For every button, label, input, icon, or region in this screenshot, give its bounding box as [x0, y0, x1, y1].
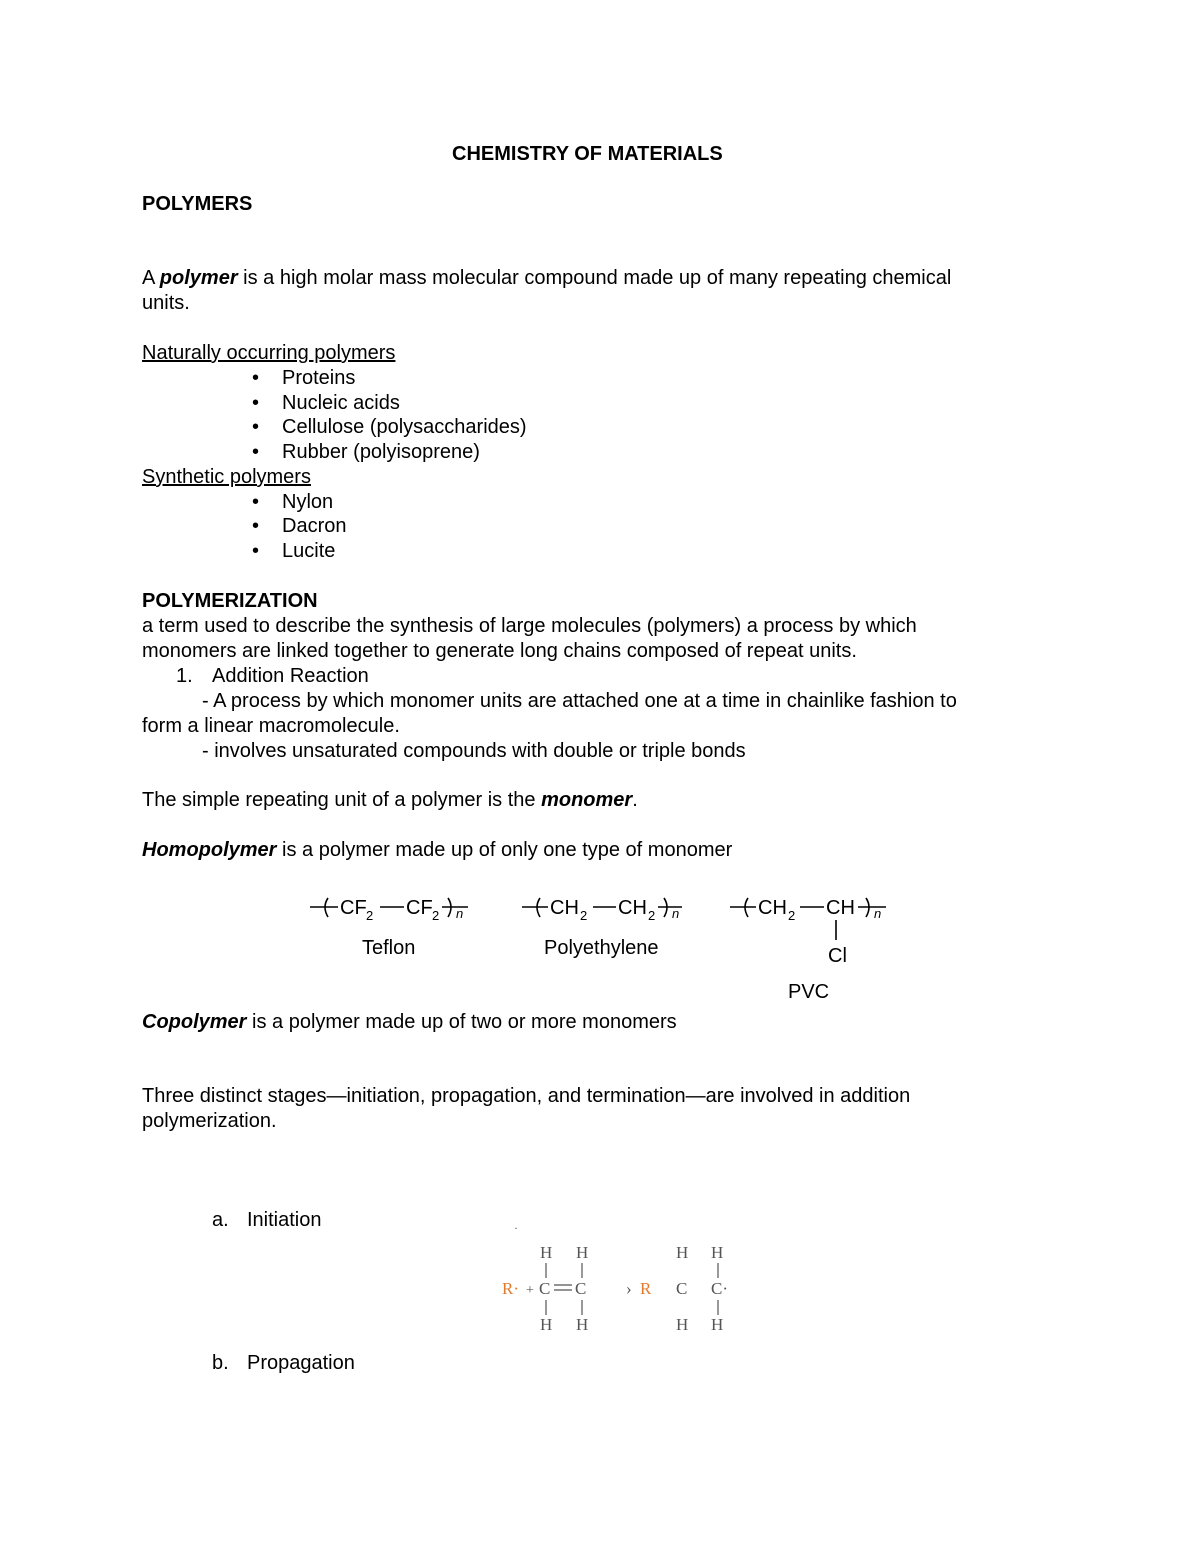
polymer-definition-line2: units.: [142, 292, 190, 314]
reaction-h: H: [540, 1243, 553, 1262]
bullet: •: [252, 491, 260, 513]
monomer-sentence-prefix: The simple repeating unit of a polymer is the: [142, 789, 542, 811]
polymerization-text-line1: a term used to describe the synthesis of large molecules (polymers) a process by which: [142, 615, 917, 637]
pvc-structure: [730, 897, 886, 1003]
list-item: Cellulose (polysaccharides): [282, 416, 527, 438]
bullet: •: [252, 392, 260, 414]
section-heading-polymers: POLYMERS: [142, 193, 253, 215]
polyethylene-name: Polyethylene: [544, 937, 659, 959]
step-a-label: Initiation: [247, 1209, 322, 1231]
polyethylene-sub2: 2: [648, 908, 656, 923]
monomer-sentence-suffix: .: [632, 789, 638, 811]
teflon-unit1: CF: [340, 897, 367, 919]
homopolymer-structures: [300, 890, 920, 1020]
pvc-n: n: [874, 906, 882, 921]
reaction-h: H: [576, 1315, 589, 1334]
list-item: Lucite: [282, 540, 336, 562]
copolymer-sentence: [142, 1010, 677, 1034]
reaction-h: H: [711, 1243, 724, 1262]
reaction-c: C: [676, 1279, 688, 1298]
polyethylene-unit1: CH: [550, 897, 579, 919]
bullet: •: [252, 515, 260, 537]
reaction-arrow: ›: [626, 1279, 632, 1298]
teflon-sub1: 2: [366, 908, 374, 923]
pvc-sub1: 2: [788, 908, 796, 923]
reaction-h: H: [676, 1243, 689, 1262]
reaction-plus: +: [526, 1283, 534, 1298]
homopolymer-text: is a polymer made up of only one type of monomer: [276, 839, 733, 861]
reaction-c-radical: C·: [711, 1279, 728, 1298]
teflon-n: n: [456, 906, 464, 921]
bullet: •: [252, 416, 260, 438]
polymer-definition: [142, 266, 951, 290]
monomer-term: monomer: [541, 789, 633, 811]
list-item: Nylon: [282, 491, 334, 513]
definition-term: polymer: [159, 267, 238, 289]
polyethylene-unit2: CH: [618, 897, 647, 919]
polyethylene-n: n: [672, 906, 680, 921]
step-a-letter: a.: [212, 1209, 229, 1231]
addition-desc-line2: form a linear macromolecule.: [142, 715, 400, 737]
homopolymer-term: Homopolymer: [142, 839, 277, 861]
reaction-h: H: [711, 1315, 724, 1334]
list-item: Rubber (polyisoprene): [282, 441, 480, 463]
addition-desc-line1: - A process by which monomer units are attached one at a time in chainlike fashion to: [202, 690, 957, 712]
teflon-structure: [310, 897, 468, 959]
initiation-reaction: [498, 1222, 748, 1342]
monomer-sentence: [142, 788, 638, 812]
synthetic-polymers-heading: Synthetic polymers: [142, 466, 311, 488]
bullet: •: [252, 441, 260, 463]
addition-desc-line3: - involves unsaturated compounds with double or triple bonds: [202, 740, 746, 762]
definition-text: is a high molar mass molecular compound made up of many repeating chemical: [237, 267, 952, 289]
definition-prefix: A: [142, 267, 160, 289]
stages-line2: polymerization.: [142, 1110, 277, 1132]
pvc-unit2: CH: [826, 897, 855, 919]
natural-polymers-heading: Naturally occurring polymers: [142, 342, 396, 364]
reaction-product-r: R: [640, 1279, 652, 1298]
copolymer-text: is a polymer made up of two or more monomers: [246, 1011, 677, 1033]
list-item: Proteins: [282, 367, 356, 389]
polyethylene-sub1: 2: [580, 908, 588, 923]
reaction-dot: ·: [514, 1221, 518, 1235]
section-heading-polymerization: POLYMERIZATION: [142, 590, 318, 612]
reaction-h: H: [576, 1243, 589, 1262]
bullet: •: [252, 540, 260, 562]
list-item: Nucleic acids: [282, 392, 400, 414]
homopolymer-sentence: [142, 838, 732, 862]
reaction-c: C: [575, 1279, 587, 1298]
pvc-unit1: CH: [758, 897, 787, 919]
teflon-name: Teflon: [362, 937, 416, 959]
reaction-c: C: [539, 1279, 551, 1298]
stages-line1: Three distinct stages—initiation, propagation, and termination—are involved in addition: [142, 1085, 911, 1107]
reaction-radical: R·: [502, 1279, 519, 1298]
teflon-unit2: CF: [406, 897, 433, 919]
pvc-name: PVC: [788, 981, 830, 1003]
list-item: Dacron: [282, 515, 347, 537]
bullet: •: [252, 367, 260, 389]
addition-reaction-number: 1.: [176, 665, 193, 687]
pvc-branch: Cl: [828, 945, 847, 967]
copolymer-term: Copolymer: [142, 1011, 247, 1033]
step-b-label: Propagation: [247, 1352, 355, 1374]
polymerization-text-line2: monomers are linked together to generate long chains composed of repeat units.: [142, 640, 857, 662]
reaction-h: H: [540, 1315, 553, 1334]
addition-reaction-label: Addition Reaction: [212, 665, 369, 687]
teflon-sub2: 2: [432, 908, 440, 923]
step-b-letter: b.: [212, 1352, 229, 1374]
page-title: CHEMISTRY OF MATERIALS: [452, 143, 723, 165]
reaction-h: H: [676, 1315, 689, 1334]
polyethylene-structure: [522, 897, 682, 959]
